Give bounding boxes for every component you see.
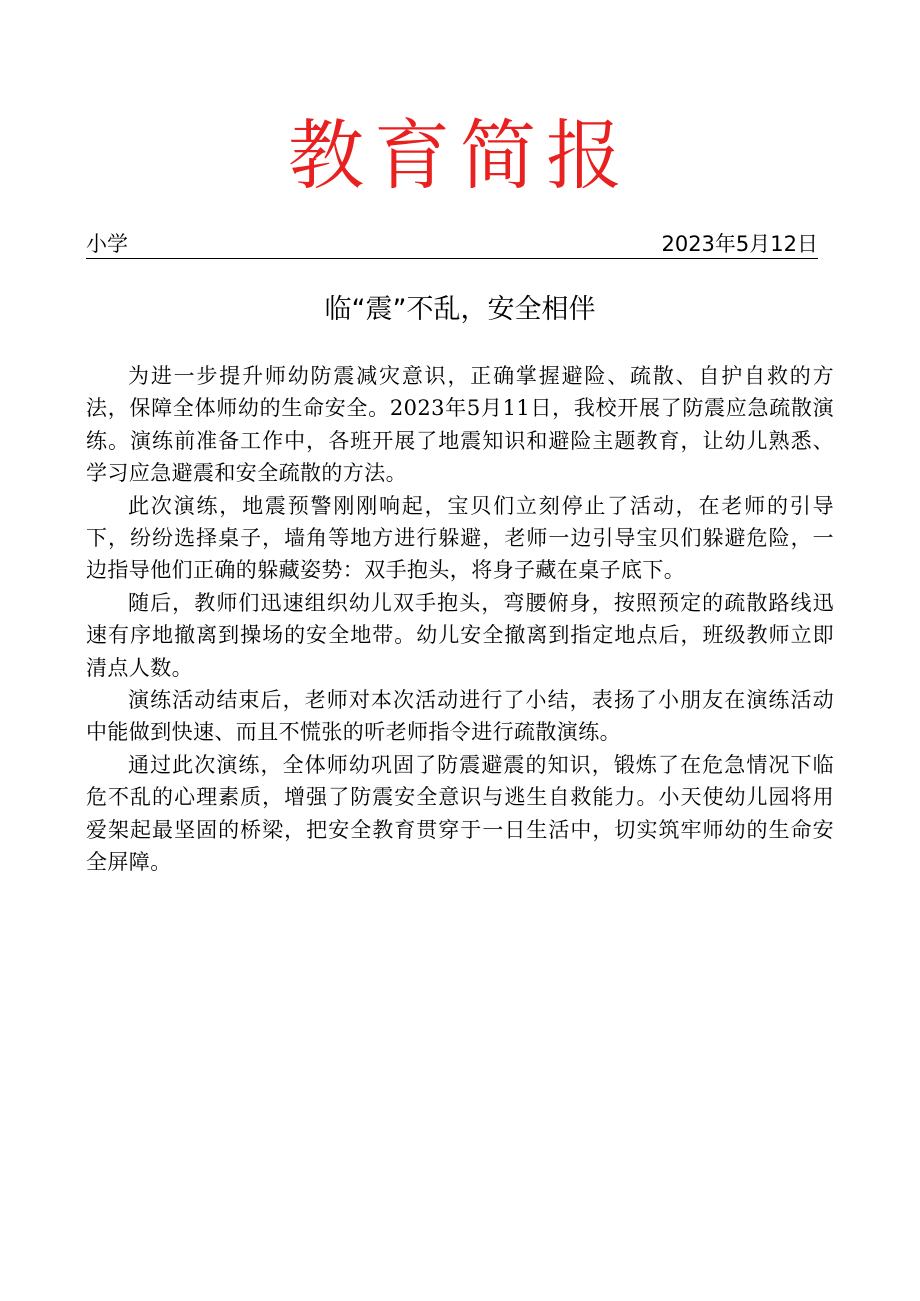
- article-body: [86, 360, 834, 879]
- article-paragraph: 随后，教师们迅速组织幼儿双手抱头，弯腰俯身，按照预定的疏散路线迅速有序地撤离到操场的安全地带。幼儿安全撤离到指定地点后，班级教师立即清点人数。: [86, 590, 834, 680]
- article-paragraph: 为进一步提升师幼防震减灾意识，正确掌握避险、疏散、自护自救的方法，保障全体师幼的生命安全。2023年5月11日，我校开展了防震应急疏散演练。演练前准备工作中，各班开展了地震知识和避险主题教育，让幼儿熟悉、学习应急避震和安全疏散的方法。: [86, 364, 834, 486]
- meta-line: [86, 230, 818, 259]
- article-headline: 临“震”不乱，安全相伴: [324, 294, 596, 325]
- article-paragraph: 此次演练，地震预警刚刚响起，宝贝们立刻停止了活动，在老师的引导下，纷纷选择桌子，墙角等地方进行躲避，老师一边引导宝贝们躲避危险，一边指导他们正确的躲藏姿势：双手抱头，将身子藏在桌子底下。: [86, 493, 834, 583]
- article-paragraph: 通过此次演练，全体师幼巩固了防震避震的知识，锻炼了在危急情况下临危不乱的心理素质，增强了防震安全意识与逃生自救能力。小天使幼儿园将用爱架起最坚固的桥梁，把安全教育贯穿于一日生活中，切实筑牢师幼的生命安全屏障。: [86, 752, 834, 875]
- article-paragraph: 演练活动结束后，老师对本次活动进行了小结，表扬了小朋友在演练活动中能做到快速、而且不慌张的听老师指令进行疏散演练。: [86, 688, 834, 745]
- masthead-title: 教育简报: [288, 111, 632, 200]
- school-name: 小学: [86, 232, 128, 256]
- issue-date: 2023年5月12日: [661, 232, 818, 256]
